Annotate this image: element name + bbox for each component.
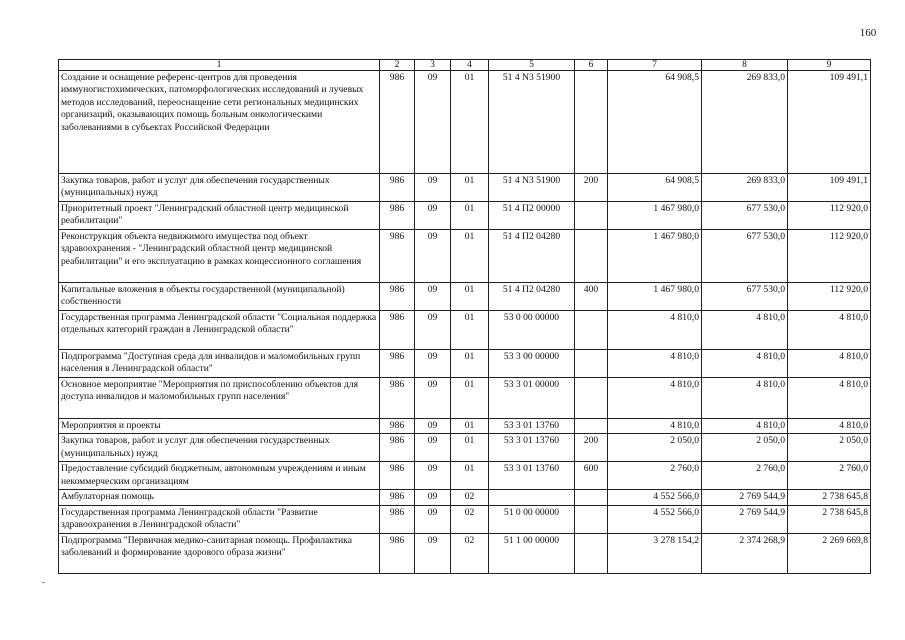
subsection-code: 01: [451, 462, 489, 490]
amount-year-1: 4 810,0: [608, 349, 702, 377]
amount-year-3: 112 920,0: [788, 282, 871, 310]
table-row: [59, 418, 871, 433]
amount-year-1: 4 810,0: [608, 310, 702, 349]
table-row: [59, 434, 871, 462]
section-code: 09: [415, 349, 451, 377]
target-article-code: 51 4 N3 51900: [489, 174, 575, 202]
expense-type-code: 200: [575, 434, 608, 462]
amount-year-2: 2 760,0: [702, 462, 788, 490]
target-article-code: 51 4 П2 04280: [489, 282, 575, 310]
table-row: [59, 462, 871, 490]
subsection-code: 01: [451, 349, 489, 377]
amount-year-2: 2 769 544,9: [702, 490, 788, 505]
amount-year-3: 4 810,0: [788, 349, 871, 377]
row-name: Реконструкция объекта недвижимого имущества под объект здравоохранения - "Ленинградский областной центр медицинской реабилитации" и его эксплуатацию в рамках концессионного соглашения: [59, 229, 380, 282]
amount-year-2: 269 833,0: [702, 174, 788, 202]
ministry-code: 986: [380, 282, 415, 310]
table-row: [59, 174, 871, 202]
expense-type-code: [575, 349, 608, 377]
row-name: Государственная программа Ленинградской области "Развитие здравоохранения в Ленинградской области": [59, 505, 380, 533]
row-name: Предоставление субсидий бюджетным, автономным учреждениям и иным некоммерческим организациям: [59, 462, 380, 490]
amount-year-1: 4 552 566,0: [608, 490, 702, 505]
table-row: [59, 490, 871, 505]
amount-year-2: 269 833,0: [702, 71, 788, 174]
target-article-code: 51 4 П2 04280: [489, 229, 575, 282]
ministry-code: 986: [380, 533, 415, 573]
subsection-code: 02: [451, 505, 489, 533]
column-header-8: 8: [702, 60, 788, 71]
ministry-code: 986: [380, 462, 415, 490]
target-article-code: 53 3 01 00000: [489, 377, 575, 418]
table-row: [59, 71, 871, 174]
column-number-header-row: [59, 60, 871, 71]
row-name: Создание и оснащение референс-центров для проведения иммуногистохимических, патоморфологических исследований и лучевых методов исследований, переоснащение сети региональных медицинских организаций, оказывающих помощь больным онкологическими заболеваниями в субъектах Российской Федерации: [59, 71, 380, 174]
subsection-code: 02: [451, 533, 489, 573]
table-row: [59, 349, 871, 377]
expense-type-code: [575, 533, 608, 573]
target-article-code: 51 0 00 00000: [489, 505, 575, 533]
subsection-code: 01: [451, 418, 489, 433]
table-row: [59, 505, 871, 533]
column-header-1: 1: [59, 60, 380, 71]
section-code: 09: [415, 310, 451, 349]
amount-year-3: 112 920,0: [788, 201, 871, 229]
row-name: Закупка товаров, работ и услуг для обеспечения государственных (муниципальных) нужд: [59, 174, 380, 202]
row-name: Государственная программа Ленинградской области "Социальная поддержка отдельных категорий граждан в Ленинградской области": [59, 310, 380, 349]
expense-type-code: [575, 229, 608, 282]
amount-year-1: 3 278 154,2: [608, 533, 702, 573]
table-row: [59, 533, 871, 573]
amount-year-1: 64 908,5: [608, 71, 702, 174]
ministry-code: 986: [380, 434, 415, 462]
amount-year-3: 2 738 645,8: [788, 490, 871, 505]
ministry-code: 986: [380, 505, 415, 533]
row-name: Приоритетный проект "Ленинградский областной центр медицинской реабилитации": [59, 201, 380, 229]
amount-year-2: 4 810,0: [702, 310, 788, 349]
amount-year-2: 2 050,0: [702, 434, 788, 462]
amount-year-2: 677 530,0: [702, 229, 788, 282]
column-header-9: 9: [788, 60, 871, 71]
column-header-2: 2: [380, 60, 415, 71]
budget-table: [58, 59, 871, 574]
section-code: 09: [415, 434, 451, 462]
amount-year-2: 4 810,0: [702, 349, 788, 377]
section-code: 09: [415, 490, 451, 505]
ministry-code: 986: [380, 418, 415, 433]
table-row: [59, 201, 871, 229]
ministry-code: 986: [380, 174, 415, 202]
subsection-code: 02: [451, 490, 489, 505]
amount-year-2: 4 810,0: [702, 418, 788, 433]
amount-year-1: 4 810,0: [608, 377, 702, 418]
amount-year-1: 1 467 980,0: [608, 201, 702, 229]
amount-year-3: 109 491,1: [788, 174, 871, 202]
amount-year-1: 2 050,0: [608, 434, 702, 462]
table-row: [59, 282, 871, 310]
amount-year-3: 2 269 669,8: [788, 533, 871, 573]
amount-year-2: 677 530,0: [702, 201, 788, 229]
amount-year-2: 2 769 544,9: [702, 505, 788, 533]
section-code: 09: [415, 71, 451, 174]
target-article-code: 53 3 00 00000: [489, 349, 575, 377]
ministry-code: 986: [380, 490, 415, 505]
column-header-7: 7: [608, 60, 702, 71]
table-row: [59, 377, 871, 418]
amount-year-3: 4 810,0: [788, 418, 871, 433]
table-row: [59, 310, 871, 349]
expense-type-code: [575, 505, 608, 533]
column-header-5: 5: [489, 60, 575, 71]
target-article-code: 53 0 00 00000: [489, 310, 575, 349]
subsection-code: 01: [451, 229, 489, 282]
amount-year-3: 4 810,0: [788, 310, 871, 349]
amount-year-1: 4 810,0: [608, 418, 702, 433]
column-header-3: 3: [415, 60, 451, 71]
margin-mark: [42, 582, 45, 583]
amount-year-3: 109 491,1: [788, 71, 871, 174]
subsection-code: 01: [451, 434, 489, 462]
expense-type-code: 200: [575, 174, 608, 202]
ministry-code: 986: [380, 201, 415, 229]
row-name: Капитальные вложения в объекты государственной (муниципальной) собственности: [59, 282, 380, 310]
ministry-code: 986: [380, 349, 415, 377]
amount-year-2: 677 530,0: [702, 282, 788, 310]
subsection-code: 01: [451, 310, 489, 349]
expense-type-code: [575, 418, 608, 433]
amount-year-3: 2 760,0: [788, 462, 871, 490]
expense-type-code: 600: [575, 462, 608, 490]
amount-year-3: 2 738 645,8: [788, 505, 871, 533]
amount-year-1: 4 552 566,0: [608, 505, 702, 533]
amount-year-1: 2 760,0: [608, 462, 702, 490]
row-name: Мероприятия и проекты: [59, 418, 380, 433]
ministry-code: 986: [380, 71, 415, 174]
target-article-code: 53 3 01 13760: [489, 462, 575, 490]
subsection-code: 01: [451, 71, 489, 174]
subsection-code: 01: [451, 174, 489, 202]
expense-type-code: [575, 201, 608, 229]
section-code: 09: [415, 418, 451, 433]
amount-year-1: 1 467 980,0: [608, 282, 702, 310]
amount-year-3: 112 920,0: [788, 229, 871, 282]
section-code: 09: [415, 533, 451, 573]
subsection-code: 01: [451, 282, 489, 310]
expense-type-code: [575, 377, 608, 418]
section-code: 09: [415, 229, 451, 282]
amount-year-3: 2 050,0: [788, 434, 871, 462]
section-code: 09: [415, 462, 451, 490]
expense-type-code: [575, 71, 608, 174]
amount-year-1: 64 908,5: [608, 174, 702, 202]
section-code: 09: [415, 282, 451, 310]
section-code: 09: [415, 201, 451, 229]
row-name: Подпрограмма "Доступная среда для инвалидов и маломобильных групп населения в Ленинградской области": [59, 349, 380, 377]
expense-type-code: [575, 310, 608, 349]
target-article-code: [489, 490, 575, 505]
amount-year-2: 4 810,0: [702, 377, 788, 418]
column-header-6: 6: [575, 60, 608, 71]
subsection-code: 01: [451, 377, 489, 418]
target-article-code: 51 1 00 00000: [489, 533, 575, 573]
row-name: Основное мероприятие "Мероприятия по приспособлению объектов для доступа инвалидов и маломобильных групп населения": [59, 377, 380, 418]
section-code: 09: [415, 174, 451, 202]
row-name: Закупка товаров, работ и услуг для обеспечения государственных (муниципальных) нужд: [59, 434, 380, 462]
amount-year-3: 4 810,0: [788, 377, 871, 418]
expense-type-code: 400: [575, 282, 608, 310]
row-name: Амбулаторная помощь: [59, 490, 380, 505]
target-article-code: 51 4 N3 51900: [489, 71, 575, 174]
ministry-code: 986: [380, 377, 415, 418]
amount-year-2: 2 374 268,9: [702, 533, 788, 573]
row-name: Подпрограмма "Первичная медико-санитарная помощь. Профилактика заболеваний и формирование здорового образа жизни": [59, 533, 380, 573]
section-code: 09: [415, 505, 451, 533]
subsection-code: 01: [451, 201, 489, 229]
table-row: [59, 229, 871, 282]
expense-type-code: [575, 490, 608, 505]
target-article-code: 51 4 П2 00000: [489, 201, 575, 229]
target-article-code: 53 3 01 13760: [489, 418, 575, 433]
section-code: 09: [415, 377, 451, 418]
ministry-code: 986: [380, 310, 415, 349]
page-number: 160: [859, 27, 877, 39]
target-article-code: 53 3 01 13760: [489, 434, 575, 462]
column-header-4: 4: [451, 60, 489, 71]
amount-year-1: 1 467 980,0: [608, 229, 702, 282]
ministry-code: 986: [380, 229, 415, 282]
